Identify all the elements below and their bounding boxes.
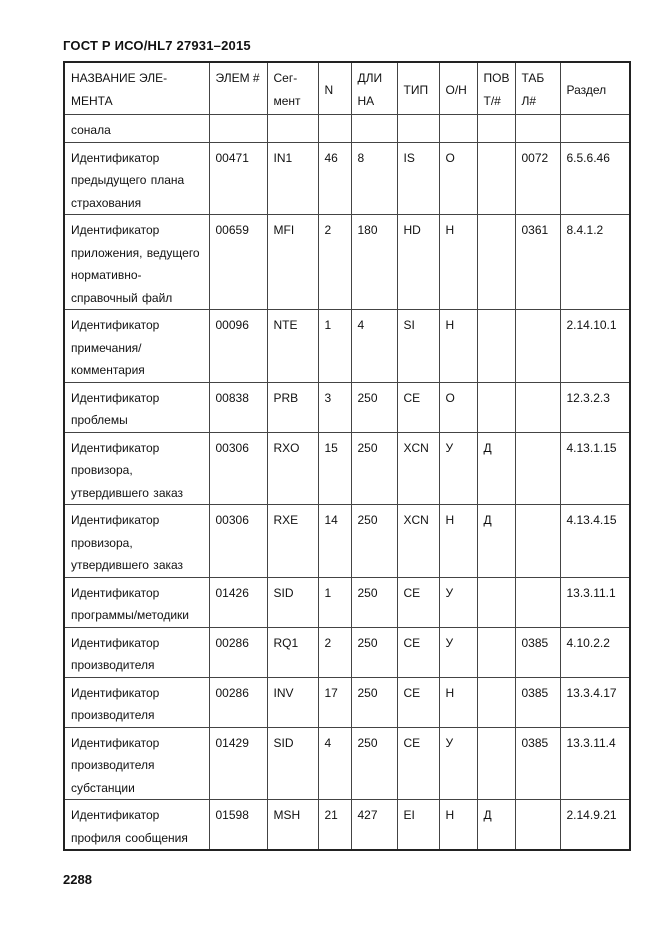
header-element-number: ЭЛЕМ # xyxy=(209,62,267,115)
cell-segment: RXE xyxy=(267,505,318,578)
cell-repetition xyxy=(477,627,515,677)
cell-element-name: Идентификатор производителя xyxy=(64,677,209,727)
cell-table-number xyxy=(515,577,560,627)
cell-section: 13.3.4.17 xyxy=(560,677,630,727)
cell-element-name: Идентификатор провизора, утвердившего заказ xyxy=(64,432,209,505)
cell-n: 1 xyxy=(318,577,351,627)
table-body xyxy=(64,115,630,851)
cell-repetition: Д xyxy=(477,432,515,505)
cell-length: 8 xyxy=(351,142,397,215)
cell-section: 6.5.6.46 xyxy=(560,142,630,215)
cell-length xyxy=(351,115,397,143)
table-row xyxy=(64,505,630,578)
cell-section: 4.10.2.2 xyxy=(560,627,630,677)
cell-type: CE xyxy=(397,577,439,627)
cell-element-number: 00096 xyxy=(209,310,267,383)
cell-element-name: Идентификатор производителя xyxy=(64,627,209,677)
cell-table-number xyxy=(515,382,560,432)
cell-section: 13.3.11.1 xyxy=(560,577,630,627)
cell-n: 17 xyxy=(318,677,351,727)
cell-type: SI xyxy=(397,310,439,383)
table-row xyxy=(64,382,630,432)
cell-type: IS xyxy=(397,142,439,215)
cell-repetition xyxy=(477,115,515,143)
cell-n: 4 xyxy=(318,727,351,800)
cell-length: 250 xyxy=(351,432,397,505)
header-segment: Сег-мент xyxy=(267,62,318,115)
cell-type: CE xyxy=(397,382,439,432)
cell-element-name: Идентификатор проблемы xyxy=(64,382,209,432)
cell-n: 46 xyxy=(318,142,351,215)
cell-length: 180 xyxy=(351,215,397,310)
cell-n: 15 xyxy=(318,432,351,505)
cell-element-number: 00471 xyxy=(209,142,267,215)
cell-element-name: Идентификатор производителя субстанции xyxy=(64,727,209,800)
table-row xyxy=(64,142,630,215)
cell-length: 4 xyxy=(351,310,397,383)
cell-section: 8.4.1.2 xyxy=(560,215,630,310)
cell-n: 21 xyxy=(318,800,351,851)
table-row xyxy=(64,115,630,143)
cell-segment: RQ1 xyxy=(267,627,318,677)
cell-segment: PRB xyxy=(267,382,318,432)
cell-table-number xyxy=(515,505,560,578)
cell-repetition xyxy=(477,310,515,383)
cell-table-number xyxy=(515,432,560,505)
cell-optionality: Н xyxy=(439,310,477,383)
cell-table-number: 0385 xyxy=(515,677,560,727)
cell-section: 4.13.1.15 xyxy=(560,432,630,505)
header-repetition: ПОВ Т/# xyxy=(477,62,515,115)
cell-repetition xyxy=(477,677,515,727)
cell-length: 250 xyxy=(351,577,397,627)
cell-optionality: Н xyxy=(439,215,477,310)
cell-optionality: Н xyxy=(439,677,477,727)
cell-n: 14 xyxy=(318,505,351,578)
cell-section: 2.14.9.21 xyxy=(560,800,630,851)
header-length: ДЛИ НА xyxy=(351,62,397,115)
cell-segment xyxy=(267,115,318,143)
table-row xyxy=(64,677,630,727)
cell-length: 250 xyxy=(351,727,397,800)
cell-optionality: О xyxy=(439,382,477,432)
document-header: ГОСТ Р ИСО/HL7 27931–2015 xyxy=(63,38,251,53)
cell-element-number: 00659 xyxy=(209,215,267,310)
cell-length: 250 xyxy=(351,382,397,432)
cell-section xyxy=(560,115,630,143)
cell-type: CE xyxy=(397,627,439,677)
cell-section: 2.14.10.1 xyxy=(560,310,630,383)
cell-repetition: Д xyxy=(477,800,515,851)
cell-n: 2 xyxy=(318,215,351,310)
cell-repetition: Д xyxy=(477,505,515,578)
table-row xyxy=(64,627,630,677)
table-row xyxy=(64,432,630,505)
cell-segment: SID xyxy=(267,577,318,627)
header-element-name: НАЗВАНИЕ ЭЛЕ-МЕНТА xyxy=(64,62,209,115)
cell-table-number xyxy=(515,310,560,383)
cell-n: 3 xyxy=(318,382,351,432)
cell-repetition xyxy=(477,215,515,310)
cell-table-number: 0072 xyxy=(515,142,560,215)
cell-element-number: 00306 xyxy=(209,432,267,505)
cell-type: HD xyxy=(397,215,439,310)
header-type: ТИП xyxy=(397,62,439,115)
cell-element-name: Идентификатор программы/методики xyxy=(64,577,209,627)
cell-element-name: Идентификатор провизора, утвердившего заказ xyxy=(64,505,209,578)
cell-optionality: У xyxy=(439,627,477,677)
cell-element-number: 01598 xyxy=(209,800,267,851)
table-row xyxy=(64,577,630,627)
cell-section: 4.13.4.15 xyxy=(560,505,630,578)
cell-element-number: 00838 xyxy=(209,382,267,432)
cell-optionality: У xyxy=(439,727,477,800)
page-number: 2288 xyxy=(63,872,92,887)
cell-segment: IN1 xyxy=(267,142,318,215)
table-row xyxy=(64,215,630,310)
cell-n: 1 xyxy=(318,310,351,383)
cell-element-number: 01426 xyxy=(209,577,267,627)
cell-segment: RXO xyxy=(267,432,318,505)
cell-element-number xyxy=(209,115,267,143)
cell-n xyxy=(318,115,351,143)
cell-element-name: Идентификатор примечания/комментария xyxy=(64,310,209,383)
cell-type: XCN xyxy=(397,505,439,578)
cell-element-name: сонала xyxy=(64,115,209,143)
cell-segment: MFI xyxy=(267,215,318,310)
data-elements-table xyxy=(63,61,631,851)
cell-optionality: Н xyxy=(439,505,477,578)
cell-element-name: Идентификатор приложения, ведущего нормативно-справочный файл xyxy=(64,215,209,310)
table-row xyxy=(64,800,630,851)
cell-segment: SID xyxy=(267,727,318,800)
cell-element-number: 01429 xyxy=(209,727,267,800)
cell-repetition xyxy=(477,142,515,215)
cell-element-number: 00306 xyxy=(209,505,267,578)
cell-segment: MSH xyxy=(267,800,318,851)
cell-section: 13.3.11.4 xyxy=(560,727,630,800)
table-row xyxy=(64,310,630,383)
header-n: N xyxy=(318,62,351,115)
cell-type: EI xyxy=(397,800,439,851)
cell-length: 250 xyxy=(351,677,397,727)
table-header-row xyxy=(64,62,630,115)
cell-element-number: 00286 xyxy=(209,627,267,677)
header-section: Раздел xyxy=(560,62,630,115)
cell-type: XCN xyxy=(397,432,439,505)
cell-optionality: У xyxy=(439,577,477,627)
cell-type: CE xyxy=(397,677,439,727)
cell-table-number xyxy=(515,800,560,851)
cell-type: CE xyxy=(397,727,439,800)
cell-length: 250 xyxy=(351,627,397,677)
cell-segment: NTE xyxy=(267,310,318,383)
cell-optionality: Н xyxy=(439,800,477,851)
cell-table-number: 0385 xyxy=(515,727,560,800)
cell-element-name: Идентификатор предыдущего плана страхования xyxy=(64,142,209,215)
cell-table-number: 0385 xyxy=(515,627,560,677)
header-table-number: ТАБ Л# xyxy=(515,62,560,115)
table-row xyxy=(64,727,630,800)
cell-n: 2 xyxy=(318,627,351,677)
cell-optionality: У xyxy=(439,432,477,505)
cell-repetition xyxy=(477,382,515,432)
cell-element-number: 00286 xyxy=(209,677,267,727)
cell-segment: INV xyxy=(267,677,318,727)
cell-optionality xyxy=(439,115,477,143)
cell-table-number xyxy=(515,115,560,143)
cell-length: 250 xyxy=(351,505,397,578)
cell-length: 427 xyxy=(351,800,397,851)
cell-table-number: 0361 xyxy=(515,215,560,310)
cell-type xyxy=(397,115,439,143)
cell-repetition xyxy=(477,727,515,800)
cell-optionality: О xyxy=(439,142,477,215)
cell-repetition xyxy=(477,577,515,627)
cell-element-name: Идентификатор профиля сообщения xyxy=(64,800,209,851)
header-optionality: О/Н xyxy=(439,62,477,115)
cell-section: 12.3.2.3 xyxy=(560,382,630,432)
